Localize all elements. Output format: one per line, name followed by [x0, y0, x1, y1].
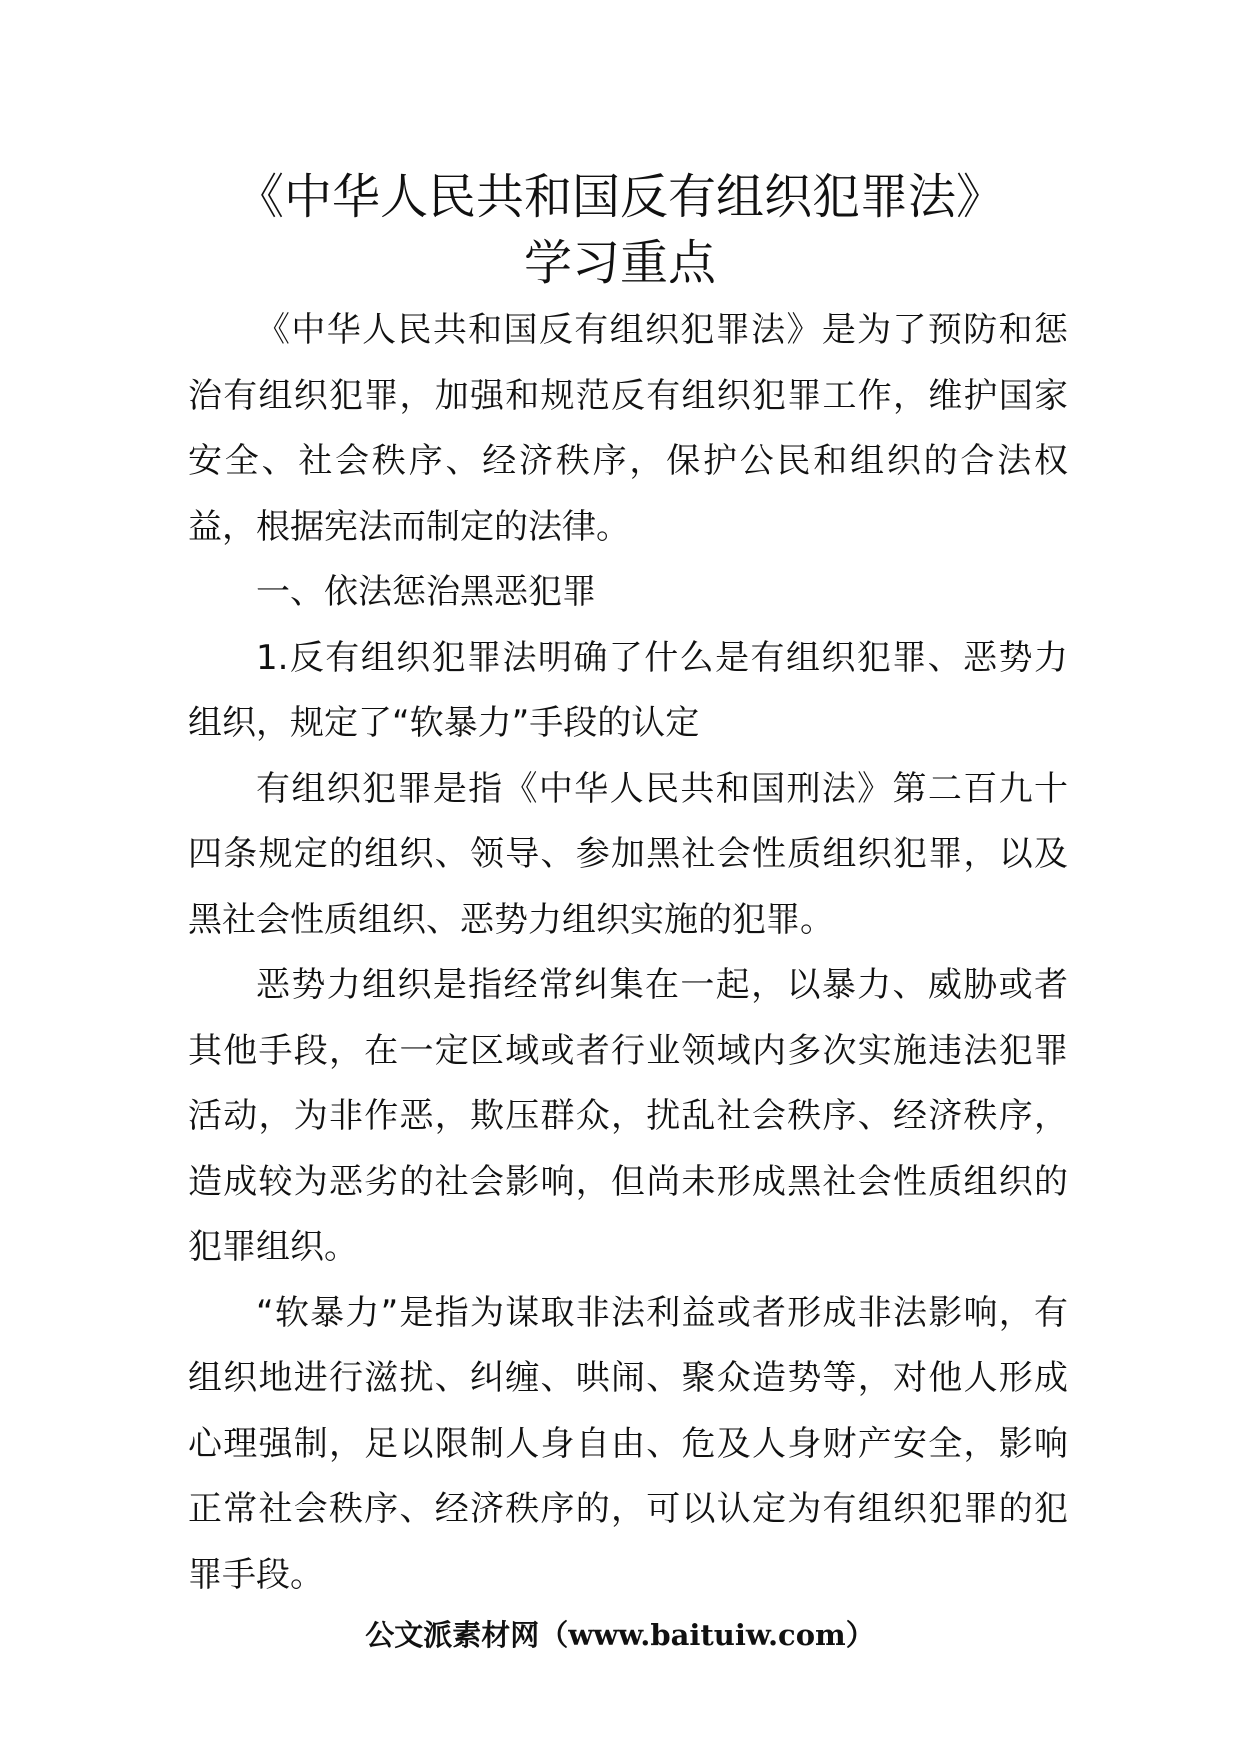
paragraph-soft-violence: “软暴力”是指为谋取非法利益或者形成非法影响，有组织地进行滋扰、纠缠、哄闹、聚众造势等，对他人形成心理强制，足以限制人身自由、危及人身财产安全，影响正常社会秩序、经济秩序的，可以认定为有组织犯罪的犯罪手段。 — [188, 1292, 1068, 1595]
paragraph-intro: 《中华人民共和国反有组织犯罪法》是为了预防和惩治有组织犯罪，加强和规范反有组织犯罪工作，维护国家安全、社会秩序、经济秩序，保护公民和组织的合法权益，根据宪法而制定的法律。 — [188, 310, 1068, 547]
document-body — [188, 298, 1068, 1608]
paragraph-evil-forces: 恶势力组织是指经常纠集在一起，以暴力、威胁或者其他手段，在一定区域或者行业领域内多次实施违法犯罪活动，为非作恶，欺压群众，扰乱社会秩序、经济秩序，造成较为恶劣的社会影响，但尚未形成黑社会性质组织的犯罪组织。 — [188, 965, 1068, 1267]
document-title: 《中华人民共和国反有组织犯罪法》 — [235, 169, 1004, 225]
paragraph-organized-crime: 有组织犯罪是指《中华人民共和国刑法》第二百九十四条规定的组织、领导、参加黑社会性质组织犯罪，以及黑社会性质组织、恶势力组织实施的犯罪。 — [188, 768, 1068, 940]
subsection-heading: 1.反有组织犯罪法明确了什么是有组织犯罪、恶势力组织，规定了“软暴力”手段的认定 — [188, 637, 1068, 743]
watermark-footer: 公文派素材网（www.baituiw.com） — [365, 1618, 875, 1652]
section-heading: 一、依法惩治黑恶犯罪 — [256, 572, 596, 612]
document-subtitle: 学习重点 — [523, 235, 716, 291]
